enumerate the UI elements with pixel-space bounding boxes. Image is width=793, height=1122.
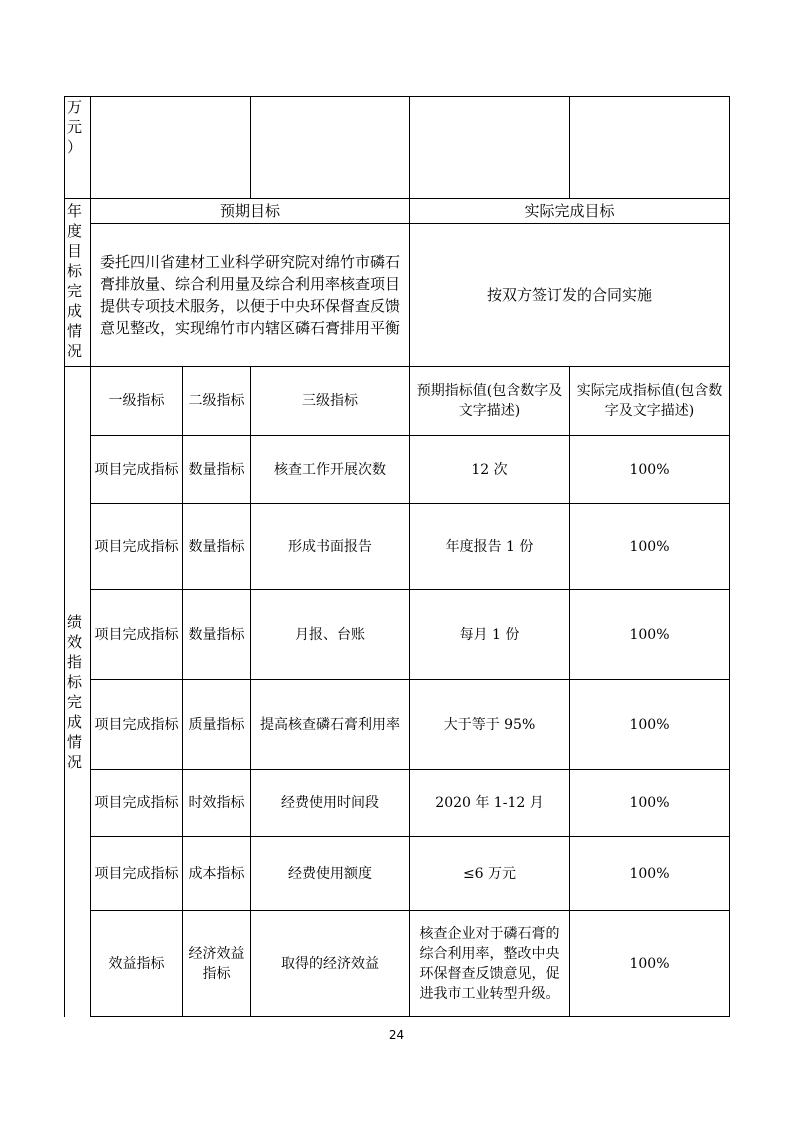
level3-cell: 经费使用时间段: [251, 770, 410, 837]
unit-label-line: ）: [67, 138, 83, 156]
annual-label-cell: [65, 199, 91, 367]
empty-cell: [251, 97, 410, 199]
empty-cell: [410, 97, 570, 199]
expected-value-cell: 12 次: [410, 436, 570, 504]
level3-cell: 核查工作开展次数: [251, 436, 410, 504]
level1-cell: 项目完成指标: [91, 837, 183, 911]
table-row: [65, 504, 730, 590]
level2-header: 二级指标: [183, 367, 251, 436]
level1-header: 一级指标: [91, 367, 183, 436]
actual-value-cell: 100%: [570, 590, 730, 680]
annual-label-line: 成: [67, 302, 83, 320]
level3-cell: 经费使用额度: [251, 837, 410, 911]
level3-cell: 形成书面报告: [251, 504, 410, 590]
performance-label-line: 完: [67, 692, 83, 711]
actual-value-cell: 100%: [570, 504, 730, 590]
annual-label-line: 目: [67, 242, 83, 260]
expected-value-cell: 核查企业对于磷石膏的综合利用率，整改中央环保督查反馈意见，促进我市工业转型升级。: [410, 911, 570, 1017]
performance-label-cell: [65, 367, 91, 1017]
level1-cell: 效益指标: [91, 911, 183, 1017]
level3-cell: 月报、台账: [251, 590, 410, 680]
page-number: 24: [388, 1028, 405, 1042]
table-row: [65, 911, 730, 1017]
actual-value-cell: 100%: [570, 911, 730, 1017]
unit-label-cell: [65, 97, 91, 199]
actual-target-header: 实际完成目标: [410, 199, 730, 224]
expected-value-cell: 大于等于 95%: [410, 680, 570, 770]
expected-value-header: 预期指标值(包含数字及文字描述): [410, 367, 570, 436]
table-row: [65, 680, 730, 770]
level1-cell: 项目完成指标: [91, 504, 183, 590]
table-row: [65, 837, 730, 911]
actual-value-header: 实际完成指标值(包含数字及文字描述): [570, 367, 730, 436]
level2-cell: 成本指标: [183, 837, 251, 911]
annual-label-line: 况: [67, 342, 83, 360]
level1-cell: 项目完成指标: [91, 590, 183, 680]
performance-label-line: 指: [67, 652, 83, 671]
expected-value-cell: 2020 年 1-12 月: [410, 770, 570, 837]
annual-label-line: 情: [67, 322, 83, 340]
empty-cell: [570, 97, 730, 199]
actual-target-text: 按双方签订发的合同实施: [410, 224, 730, 367]
performance-table-container: [64, 96, 729, 1017]
indicator-header-row: [65, 367, 730, 436]
level3-header: 三级指标: [251, 367, 410, 436]
level2-cell: 时效指标: [183, 770, 251, 837]
level1-cell: 项目完成指标: [91, 680, 183, 770]
actual-value-cell: 100%: [570, 680, 730, 770]
annual-label-line: 完: [67, 282, 83, 300]
actual-value-cell: 100%: [570, 770, 730, 837]
level3-cell: 取得的经济效益: [251, 911, 410, 1017]
expected-value-cell: 年度报告 1 份: [410, 504, 570, 590]
table-row: [65, 436, 730, 504]
performance-label-line: 况: [67, 752, 83, 771]
performance-table: [64, 96, 730, 1017]
level3-cell: 提高核查磷石膏利用率: [251, 680, 410, 770]
annual-label-line: 年: [67, 202, 83, 220]
unit-label-line: 万: [67, 98, 83, 116]
performance-label-line: 情: [67, 732, 83, 751]
expected-value-cell: ≤6 万元: [410, 837, 570, 911]
expected-target-header: 预期目标: [91, 199, 410, 224]
table-row: [65, 590, 730, 680]
level2-cell: 数量指标: [183, 590, 251, 680]
table-row: [65, 770, 730, 837]
performance-label-line: 成: [67, 712, 83, 731]
actual-value-cell: 100%: [570, 837, 730, 911]
performance-label-line: 绩: [67, 612, 83, 631]
level2-cell: 经济效益指标: [183, 911, 251, 1017]
unit-label-line: 元: [67, 118, 83, 136]
performance-label-line: 效: [67, 632, 83, 651]
level2-cell: 数量指标: [183, 504, 251, 590]
annual-content-row: [65, 224, 730, 367]
actual-value-cell: 100%: [570, 436, 730, 504]
annual-header-row: [65, 199, 730, 224]
annual-label-line: 标: [67, 262, 83, 280]
performance-label-line: 标: [67, 672, 83, 691]
level2-cell: 质量指标: [183, 680, 251, 770]
level1-cell: 项目完成指标: [91, 770, 183, 837]
level1-cell: 项目完成指标: [91, 436, 183, 504]
top-fragment-row: [65, 97, 730, 199]
expected-target-text: 委托四川省建材工业科学研究院对绵竹市磷石膏排放量、综合利用量及综合利用率核查项目提供专项技术服务，以便于中央环保督查反馈意见整改，实现绵竹市内辖区磷石膏排用平衡: [91, 224, 410, 367]
level2-cell: 数量指标: [183, 436, 251, 504]
expected-value-cell: 每月 1 份: [410, 590, 570, 680]
annual-label-line: 度: [67, 222, 83, 240]
empty-cell: [91, 97, 251, 199]
